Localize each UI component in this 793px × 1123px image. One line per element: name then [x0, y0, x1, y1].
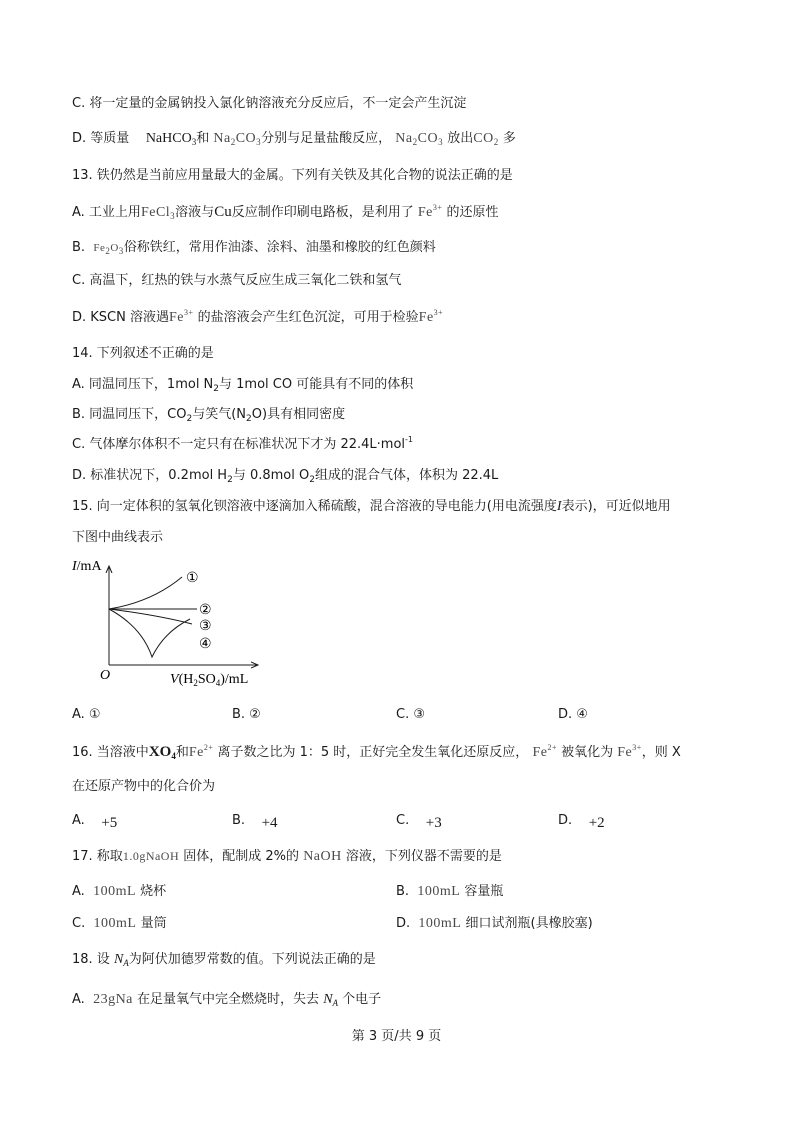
q16-option-b: B. +4: [232, 813, 278, 831]
graph-origin: O: [100, 668, 111, 683]
q15-stem-line1: 15. 向一定体积的氢氧化钡溶液中逐滴加入稀硫酸，混合溶液的导电能力(用电流强度I表示)，可近似地用: [72, 499, 671, 514]
graph-y-label: I/mA: [72, 559, 102, 574]
q13-a-fe3: $Fe^{3+}$: [417, 203, 443, 220]
q16-fe2-a: $Fe^{2+}$: [188, 743, 214, 760]
q15-stem-line2: 下图中曲线表示: [72, 530, 164, 545]
graph-x-label: $V(H_2SO_4)/mL$: [170, 672, 249, 687]
q12-d-prefix: D. 等质量: [72, 131, 130, 146]
q13-option-b: B. $Fe_2O_3$俗称铁红，常用作油漆、涂料、油墨和橡胶的红色颜料: [72, 240, 436, 256]
q17-stem: 17. 称取1.0gNaOH 固体，配制成 2%的 NaOH 溶液，下列仪器不需要的是: [72, 849, 502, 864]
q16-option-d: D. +2: [558, 813, 605, 831]
q13-d-fe3-b: $Fe^{3+}$: [418, 308, 444, 325]
curve-2-label: ②: [199, 603, 212, 618]
q13-option-a: A. 工业上用FeCl$_3$溶液与Cu反应制作印刷电路板，是利用了 $Fe^{3+}$ 的还原性: [72, 203, 499, 221]
curve-4: [109, 609, 190, 657]
q17-option-c: C. 100mL 量筒: [72, 916, 167, 931]
q15-option-a: A. ①: [72, 707, 101, 722]
q14-option-c: C. 气体摩尔体积不一定只有在标准状况下才为 22.4L·mol$^{-1}$: [72, 435, 414, 452]
q13-a-fecl3: FeCl$_3$: [140, 205, 176, 221]
q17-option-d: D. 100mL 细口试剂瓶(具橡胶塞): [396, 916, 593, 931]
q15-option-d: D. ④: [558, 707, 588, 722]
q17-naoh: NaOH: [303, 849, 342, 864]
curve-4-label: ④: [199, 637, 212, 652]
q17-mass: 1.0gNaOH: [122, 849, 180, 863]
q18-a-na: $N_A$: [323, 992, 339, 1008]
q18-na: $N_A$: [113, 952, 129, 968]
curve-3-label: ③: [199, 619, 212, 634]
q15-option-c: C. ③: [396, 707, 425, 722]
q15-graph: [72, 557, 272, 687]
q12-option-d: D. 等质量 NaHCO$_3$和 $Na_2CO_3$分别与足量盐酸反应， $Na_2CO_3$ 放出$CO_2$ 多: [72, 131, 516, 147]
q13-option-d: D. KSCN 溶液遇$Fe^{3+}$ 的盐溶液会产生红色沉淀，可用于检验$Fe^{3+}$: [72, 308, 444, 325]
q16-option-a: A. +5: [72, 813, 118, 831]
q13-d-fe3-a: $Fe^{3+}$: [169, 308, 194, 325]
q14-stem: 14. 下列叙述不正确的是: [72, 346, 214, 361]
q12-option-c: C. 将一定量的金属钠投入氯化钠溶液充分反应后，不一定会产生沉淀: [72, 96, 467, 111]
q14-option-b: B. 同温同压下，$CO_2$与笑气$(N_2O)$具有相同密度: [72, 407, 346, 424]
q12-d-na2co3-b: $Na_2CO_3$: [395, 131, 444, 147]
q18-stem: 18. 设 $N_A$为阿伏加德罗常数的值。下列说法正确的是: [72, 952, 376, 968]
q12-d-na2co3-a: $Na_2CO_3$: [213, 131, 262, 147]
q12-d-nahco3: NaHCO$_3$: [145, 131, 197, 147]
q13-stem: 13. 铁仍然是当前应用量最大的金属。下列有关铁及其化合物的说法正确的是: [72, 168, 513, 183]
q13-a-cu: Cu: [214, 204, 232, 220]
q16-fe3: $Fe^{3+}$: [617, 743, 642, 760]
curve-1-label: ①: [186, 571, 199, 586]
curve-1: [109, 577, 182, 609]
q16-fe2-b: $Fe^{2+}$: [532, 743, 557, 760]
q17-option-b: B. 100mL 容量瓶: [396, 884, 504, 899]
q16-xo4: $XO_4$: [148, 744, 176, 761]
q13-option-c: C. 高温下，红热的铁与水蒸气反应生成三氧化二铁和氢气: [72, 273, 402, 288]
page-footer: 第 3 页/共 9 页: [351, 1029, 442, 1044]
q12-d-co2: $CO_2$: [473, 131, 499, 147]
q15-option-b: B. ②: [232, 707, 261, 722]
q16-option-c: C. +3: [396, 813, 442, 831]
q16-stem-line2: 在还原产物中的化合价为: [72, 779, 216, 794]
q16-stem-line1: 16. 当溶液中$XO_4$和$Fe^{2+}$ 离子数之比为 1：5 时，正好完全发生氧化还原反应， $Fe^{2+}$ 被氧化为 $Fe^{3+}$，则 X: [72, 743, 681, 761]
q18-option-a: A. 23gNa 在足量氧气中完全燃烧时，失去 $N_A$ 个电子: [72, 992, 382, 1008]
q13-b-fe2o3: $Fe_2O_3$: [93, 242, 124, 256]
q17-option-a: A. 100mL 烧杯: [72, 884, 167, 899]
q18-a-mass: 23gNa: [93, 992, 133, 1007]
q14-option-d: D. 标准状况下，0.2mol $H_2$与 0.8mol $O_2$组成的混合气体，体积为 22.4L: [72, 468, 499, 485]
q14-option-a: A. 同温同压下，1mol $N_2$与 1mol CO 可能具有不同的体积: [72, 377, 414, 394]
